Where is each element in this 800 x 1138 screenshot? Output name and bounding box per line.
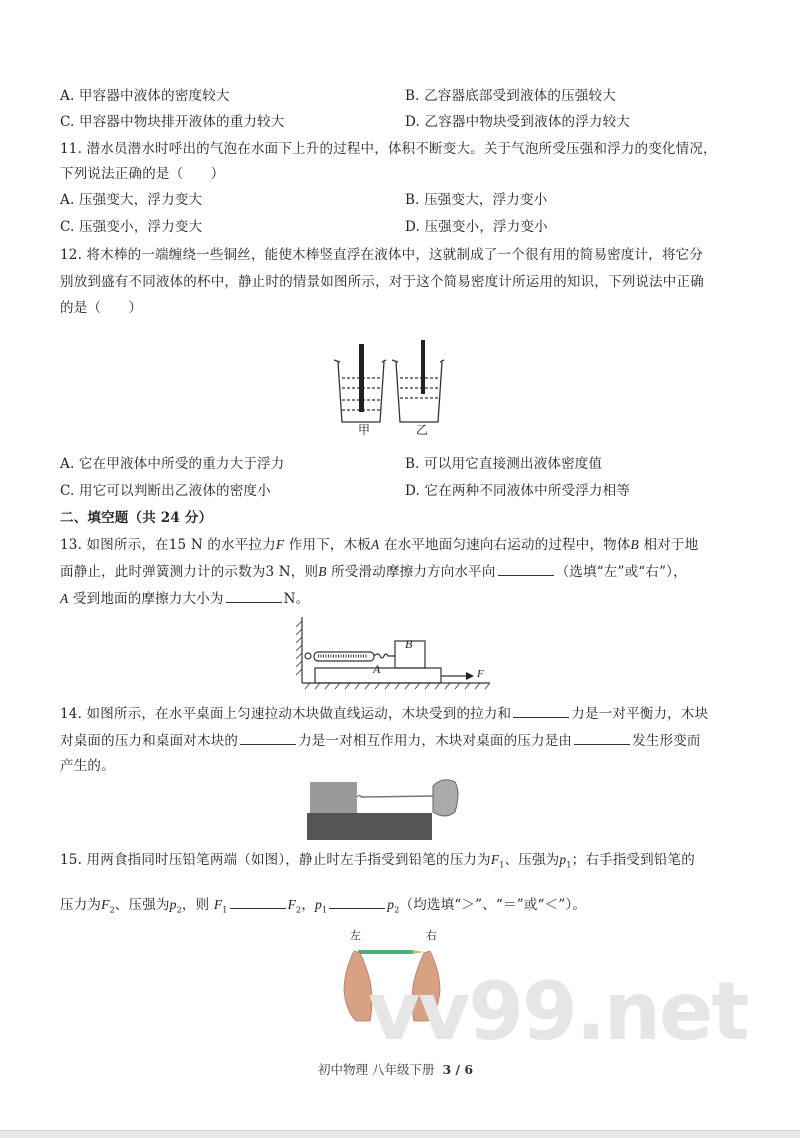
figure-label-f: F: [477, 668, 484, 680]
q12-stem-line1: 12. 将木棒的一端缠绕一些铜丝，能使木棒竖直浮在液体中，这就制成了一个很有用的简易密度计，将它分: [60, 247, 704, 263]
figure-label-a: A: [373, 662, 381, 676]
q12-option-b: B. 可以用它直接测出液体密度值: [405, 456, 603, 472]
q13-stem-line2: 面静止，此时弹簧测力计的示数为3 N，则B 所受滑动摩擦力方向水平向 （选填“左”或“右”），: [60, 564, 687, 580]
figure-label-left: 左: [350, 929, 362, 942]
answer-blank[interactable]: [226, 589, 282, 603]
q11-stem-line2: 下列说法正确的是（ ）: [60, 166, 225, 182]
q11-option-c: C. 压强变小，浮力变大: [60, 219, 203, 235]
q13-stem-line1: 13. 如图所示，在15 N 的水平拉力F 作用下，木板A 在水平地面匀速向右运动的过程中，物体B 相对于地: [60, 537, 699, 553]
q15-stem-line2: 压力为$F_2$、压强为$p_2$，则 $F_1$ $F_2$，$p_1$ $p_2$（均选填“＞”、“＝”或“＜”）。: [60, 897, 587, 915]
answer-blank[interactable]: [230, 895, 286, 909]
q14-stem-line1: 14. 如图所示，在水平桌面上匀速拉动木块做直线运动，木块受到的拉力和 力是一对平衡力，木块: [60, 706, 709, 722]
q10-option-a: A. 甲容器中液体的密度较大: [60, 88, 230, 104]
q12-option-a: A. 它在甲液体中所受的重力大于浮力: [60, 456, 285, 472]
answer-blank[interactable]: [498, 562, 554, 576]
figure-label-b: B: [405, 637, 413, 651]
answer-blank[interactable]: [574, 731, 630, 745]
q11-option-d: D. 压强变小，浮力变小: [405, 219, 548, 235]
answer-blank[interactable]: [513, 704, 569, 718]
q11-stem-line1: 11. 潜水员潜水时呼出的气泡在水面下上升的过程中，体积不断变大。关于气泡所受压强和浮力的变化情况，: [60, 141, 717, 157]
figure-label-yi: 乙: [416, 423, 429, 437]
wood-block-photo: [305, 778, 485, 840]
q14-stem-line3: 产生的。: [60, 758, 115, 774]
q11-option-a: A. 压强变大，浮力变大: [60, 192, 203, 208]
section-heading: 二、填空题（共 24 分）: [60, 510, 213, 526]
q10-option-c: C. 甲容器中物块排开液体的重力较大: [60, 114, 285, 130]
answer-blank[interactable]: [329, 895, 385, 909]
q12-option-c: C. 用它可以判断出乙液体的密度小: [60, 483, 271, 499]
q14-stem-line2: 对桌面的压力和桌面对木块的 力是一对相互作用力，木块对桌面的压力是由 发生形变而: [60, 733, 701, 749]
q15-stem-line1: 15. 用两食指同时压铅笔两端（如图），静止时左手指受到铅笔的压力为$F_1$、压强为$p_1$；右手指受到铅笔的: [60, 852, 695, 870]
figure-label-jia: 甲: [358, 423, 371, 437]
answer-blank[interactable]: [240, 731, 296, 745]
q10-option-d: D. 乙容器中物块受到液体的浮力较大: [405, 114, 631, 130]
q11-option-b: B. 压强变大，浮力变小: [405, 192, 548, 208]
spring-scale-figure: [290, 615, 490, 690]
q10-option-b: B. 乙容器底部受到液体的压强较大: [405, 88, 616, 104]
figure-label-right: 右: [426, 929, 438, 942]
page-number: 3 / 6: [442, 1062, 474, 1077]
page-footer: 初中物理 八年级下册 3 / 6: [318, 1062, 474, 1077]
q12-stem-line2: 别放到盛有不同液体的杯中，静止时的情景如图所示，对于这个简易密度计所运用的知识，下列说法中正确: [60, 274, 704, 290]
densimeter-figure: [330, 340, 450, 440]
q13-stem-line3: A 受到地面的摩擦力大小为 N。: [60, 591, 310, 607]
q12-stem-line3: 的是（ ）: [60, 300, 143, 316]
q12-option-d: D. 它在两种不同液体中所受浮力相等: [405, 483, 631, 499]
watermark: vv99.net: [368, 965, 748, 1058]
